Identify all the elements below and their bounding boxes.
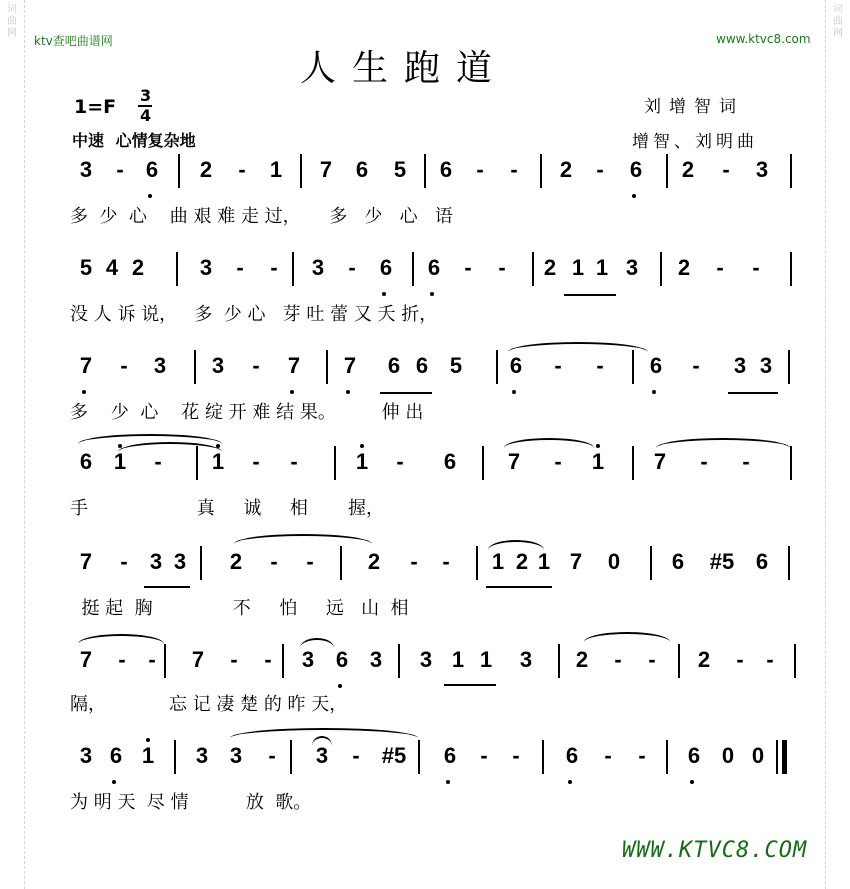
barline bbox=[632, 350, 634, 384]
note: - bbox=[648, 647, 656, 672]
note: 3 bbox=[755, 157, 769, 182]
barline bbox=[790, 446, 792, 480]
lyricist-credit: 刘增智词 bbox=[644, 97, 744, 117]
watermark-char: 网 bbox=[7, 28, 17, 39]
time-signature-bottom: 4 bbox=[140, 106, 152, 125]
note: - bbox=[154, 449, 162, 474]
note: 6 bbox=[565, 743, 579, 768]
note: - bbox=[148, 647, 156, 672]
note: 3 bbox=[199, 255, 213, 280]
note: - bbox=[252, 449, 260, 474]
note: - bbox=[752, 255, 760, 280]
note: 3 bbox=[759, 353, 773, 378]
note: - bbox=[498, 255, 506, 280]
barline bbox=[794, 644, 796, 678]
note: 3 bbox=[153, 353, 167, 378]
note: 1 bbox=[537, 549, 551, 574]
lyric-line: 多 少 心 曲 艰 难 走 过， 多 少 心 语 bbox=[70, 206, 453, 227]
tie-arc bbox=[656, 438, 790, 448]
beam-underline bbox=[444, 684, 496, 686]
note: 6 bbox=[79, 449, 93, 474]
note: 6 bbox=[379, 255, 393, 280]
note: 2 bbox=[543, 255, 557, 280]
note: - bbox=[638, 743, 646, 768]
note: - bbox=[700, 449, 708, 474]
barline bbox=[540, 154, 542, 188]
note: - bbox=[480, 743, 488, 768]
note: 6 bbox=[629, 157, 643, 182]
note: 0 bbox=[721, 743, 735, 768]
note: 7 bbox=[319, 157, 333, 182]
note: - bbox=[476, 157, 484, 182]
time-signature-top: 3 bbox=[140, 86, 152, 105]
note: 7 bbox=[79, 353, 93, 378]
note: 1 bbox=[595, 255, 609, 280]
barline bbox=[476, 546, 478, 580]
tie-arc bbox=[584, 632, 670, 642]
note: 6 bbox=[439, 157, 453, 182]
barline bbox=[496, 350, 498, 384]
note: 7 bbox=[653, 449, 667, 474]
beam-underline bbox=[380, 392, 432, 394]
note: 3 bbox=[733, 353, 747, 378]
lyric-line: 为 明 天 尽 情 放 歌。 bbox=[70, 792, 312, 813]
barline bbox=[300, 154, 302, 188]
note: 1 bbox=[141, 743, 155, 768]
barline bbox=[334, 446, 336, 480]
beam-underline bbox=[144, 586, 190, 588]
barline bbox=[418, 740, 420, 774]
note: - bbox=[442, 549, 450, 574]
note: 3 bbox=[519, 647, 533, 672]
watermark-char: 曲 bbox=[7, 16, 17, 27]
barline bbox=[398, 644, 400, 678]
note: 3 bbox=[315, 743, 329, 768]
barline bbox=[290, 740, 292, 774]
high-octave-dot bbox=[146, 738, 150, 742]
site-link-right[interactable]: www.ktvc8.com bbox=[716, 32, 811, 46]
barline bbox=[532, 252, 534, 286]
low-octave-dot bbox=[652, 390, 656, 394]
barline bbox=[178, 154, 180, 188]
note: - bbox=[396, 449, 404, 474]
tie-arc bbox=[78, 634, 164, 644]
lyric-line: 挺 起 胸 不 怕 远 山 相 bbox=[70, 598, 409, 619]
note: 4 bbox=[105, 255, 119, 280]
note: 2 bbox=[575, 647, 589, 672]
barline bbox=[194, 350, 196, 384]
barline bbox=[200, 546, 202, 580]
low-octave-dot bbox=[382, 292, 386, 296]
note: 6 bbox=[687, 743, 701, 768]
final-barline-thick bbox=[782, 740, 787, 774]
barline bbox=[790, 154, 792, 188]
note: - bbox=[306, 549, 314, 574]
barline bbox=[678, 644, 680, 678]
note: 3 bbox=[369, 647, 383, 672]
note: #5 bbox=[709, 549, 735, 574]
note: 5 bbox=[79, 255, 93, 280]
note: 2 bbox=[677, 255, 691, 280]
note: 5 bbox=[393, 157, 407, 182]
note: - bbox=[238, 157, 246, 182]
composer-credit: 增智、刘明曲 bbox=[632, 132, 758, 152]
note: - bbox=[268, 743, 276, 768]
note: 6 bbox=[671, 549, 685, 574]
note: 6 bbox=[443, 449, 457, 474]
song-title: 人生跑道 bbox=[300, 48, 509, 89]
note: - bbox=[230, 647, 238, 672]
watermark-char: 网 bbox=[833, 28, 843, 39]
tie-arc bbox=[300, 638, 334, 648]
low-octave-dot bbox=[338, 684, 342, 688]
beam-underline bbox=[486, 586, 552, 588]
beam-underline bbox=[564, 294, 616, 296]
note: - bbox=[512, 743, 520, 768]
note: - bbox=[464, 255, 472, 280]
tie-arc bbox=[234, 534, 372, 544]
note: 6 bbox=[649, 353, 663, 378]
note: 1 bbox=[591, 449, 605, 474]
barline bbox=[632, 446, 634, 480]
note: - bbox=[596, 353, 604, 378]
lyric-line: 多 少 心 花 绽 开 难 结 果。 伸 出 bbox=[70, 402, 424, 423]
barline bbox=[292, 252, 294, 286]
note: 1 bbox=[113, 449, 127, 474]
site-link-left[interactable]: ktv查吧曲谱网 bbox=[34, 34, 113, 48]
note: 6 bbox=[427, 255, 441, 280]
note: 3 bbox=[419, 647, 433, 672]
tie-arc bbox=[508, 342, 648, 352]
note: - bbox=[118, 647, 126, 672]
note: - bbox=[742, 449, 750, 474]
note: 6 bbox=[415, 353, 429, 378]
note: - bbox=[692, 353, 700, 378]
note: 6 bbox=[145, 157, 159, 182]
note: - bbox=[252, 353, 260, 378]
tie-arc bbox=[488, 540, 544, 550]
note: 7 bbox=[569, 549, 583, 574]
note: - bbox=[510, 157, 518, 182]
low-octave-dot bbox=[446, 780, 450, 784]
note: 3 bbox=[173, 549, 187, 574]
note: 1 bbox=[479, 647, 493, 672]
note: - bbox=[348, 255, 356, 280]
key-signature: 1=F bbox=[74, 96, 117, 118]
lyric-line: 手 真 诚 相 握， bbox=[70, 498, 384, 519]
note: 3 bbox=[625, 255, 639, 280]
note: 2 bbox=[229, 549, 243, 574]
barline bbox=[174, 740, 176, 774]
tie-arc bbox=[504, 438, 594, 448]
note: #5 bbox=[381, 743, 407, 768]
watermark-char: 词 bbox=[833, 4, 843, 15]
low-octave-dot bbox=[112, 780, 116, 784]
low-octave-dot bbox=[148, 194, 152, 198]
note: 2 bbox=[131, 255, 145, 280]
low-octave-dot bbox=[346, 390, 350, 394]
low-octave-dot bbox=[290, 390, 294, 394]
note: 1 bbox=[211, 449, 225, 474]
barline bbox=[666, 154, 668, 188]
low-octave-dot bbox=[82, 390, 86, 394]
note: - bbox=[270, 549, 278, 574]
low-octave-dot bbox=[512, 390, 516, 394]
note: 0 bbox=[751, 743, 765, 768]
low-octave-dot bbox=[430, 292, 434, 296]
barline bbox=[650, 546, 652, 580]
note: 7 bbox=[79, 647, 93, 672]
note: 7 bbox=[507, 449, 521, 474]
note: - bbox=[766, 647, 774, 672]
note: 1 bbox=[451, 647, 465, 672]
note: - bbox=[236, 255, 244, 280]
note: - bbox=[352, 743, 360, 768]
barline bbox=[282, 644, 284, 678]
low-octave-dot bbox=[632, 194, 636, 198]
note: 2 bbox=[697, 647, 711, 672]
barline bbox=[326, 350, 328, 384]
watermark-char: 词 bbox=[7, 4, 17, 15]
note: 1 bbox=[269, 157, 283, 182]
watermark-char: 曲 bbox=[833, 16, 843, 27]
note: - bbox=[604, 743, 612, 768]
note: 3 bbox=[229, 743, 243, 768]
note: 0 bbox=[607, 549, 621, 574]
note: - bbox=[722, 157, 730, 182]
low-octave-dot bbox=[690, 780, 694, 784]
note: 1 bbox=[355, 449, 369, 474]
low-octave-dot bbox=[568, 780, 572, 784]
note: 7 bbox=[287, 353, 301, 378]
note: 2 bbox=[681, 157, 695, 182]
note: - bbox=[270, 255, 278, 280]
right-margin-watermark bbox=[825, 0, 850, 889]
lyric-line: 隔， 忘 记 凄 楚 的 昨 天， bbox=[70, 694, 348, 715]
barline bbox=[788, 546, 790, 580]
note: 2 bbox=[559, 157, 573, 182]
final-barline-thin bbox=[776, 740, 778, 774]
note: 6 bbox=[387, 353, 401, 378]
note: 6 bbox=[355, 157, 369, 182]
barline bbox=[542, 740, 544, 774]
note: - bbox=[554, 449, 562, 474]
note: 3 bbox=[301, 647, 315, 672]
barline bbox=[482, 446, 484, 480]
note: - bbox=[116, 157, 124, 182]
note: - bbox=[736, 647, 744, 672]
note: 5 bbox=[449, 353, 463, 378]
barline bbox=[412, 252, 414, 286]
barline bbox=[340, 546, 342, 580]
note: 2 bbox=[199, 157, 213, 182]
note: 3 bbox=[149, 549, 163, 574]
note: 7 bbox=[79, 549, 93, 574]
note: 1 bbox=[571, 255, 585, 280]
note: - bbox=[120, 353, 128, 378]
note: - bbox=[264, 647, 272, 672]
note: - bbox=[120, 549, 128, 574]
left-margin-watermark bbox=[0, 0, 25, 889]
note: - bbox=[554, 353, 562, 378]
note: 3 bbox=[79, 743, 93, 768]
note: 6 bbox=[755, 549, 769, 574]
note: - bbox=[614, 647, 622, 672]
barline bbox=[788, 350, 790, 384]
note: 2 bbox=[515, 549, 529, 574]
barline bbox=[666, 740, 668, 774]
note: 6 bbox=[109, 743, 123, 768]
note: 3 bbox=[311, 255, 325, 280]
barline bbox=[164, 644, 166, 678]
bottom-site-logo: WWW.KTVC8.COM bbox=[622, 838, 808, 863]
note: 3 bbox=[195, 743, 209, 768]
barline bbox=[790, 252, 792, 286]
beam-underline bbox=[728, 392, 778, 394]
note: - bbox=[410, 549, 418, 574]
note: 3 bbox=[211, 353, 225, 378]
note: 3 bbox=[79, 157, 93, 182]
barline bbox=[660, 252, 662, 286]
note: 1 bbox=[491, 549, 505, 574]
note: 7 bbox=[191, 647, 205, 672]
note: 2 bbox=[367, 549, 381, 574]
barline bbox=[176, 252, 178, 286]
note: 6 bbox=[443, 743, 457, 768]
high-octave-dot bbox=[360, 444, 364, 448]
high-octave-dot bbox=[596, 444, 600, 448]
barline bbox=[558, 644, 560, 678]
note: 6 bbox=[335, 647, 349, 672]
note: 6 bbox=[509, 353, 523, 378]
note: 7 bbox=[343, 353, 357, 378]
barline bbox=[424, 154, 426, 188]
note: - bbox=[290, 449, 298, 474]
note: - bbox=[716, 255, 724, 280]
lyric-line: 没 人 诉 说， 多 少 心 芽 吐 蕾 又 夭 折， bbox=[70, 304, 438, 325]
tempo-marking: 中速 心情复杂地 bbox=[72, 131, 196, 150]
note: - bbox=[596, 157, 604, 182]
